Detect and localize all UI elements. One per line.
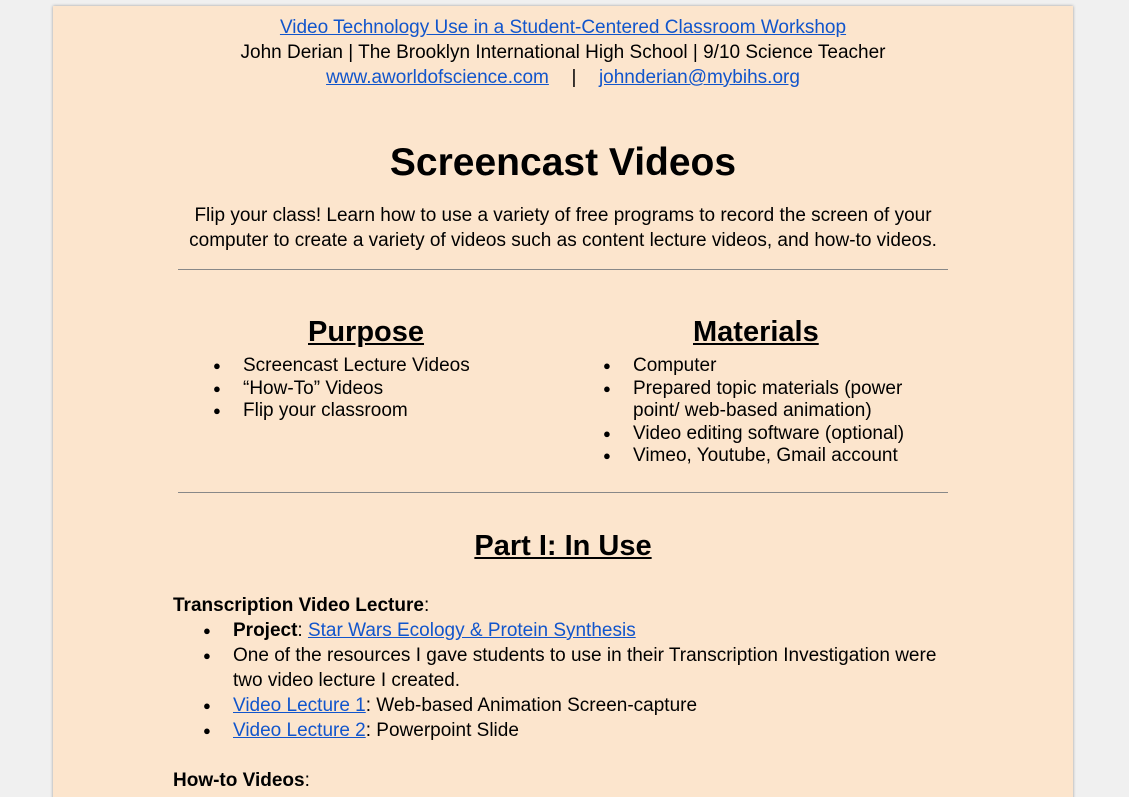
transcription-label: Transcription Video Lecture: [173, 595, 430, 616]
list-item-text: Flip your classroom [243, 400, 408, 421]
list-item [603, 445, 913, 468]
document-page [53, 6, 1073, 797]
materials-heading: Materials [693, 316, 819, 348]
bullet-icon: ● [603, 380, 611, 396]
workshop-title-link[interactable]: Video Technology Use in a Student-Centered Classroom Workshop [279, 17, 847, 38]
intro-paragraph: Flip your class! Learn how to use a variety of free programs to record the screen of your computer to create a variety of videos such as content lecture videos, and how-to videos. [189, 205, 937, 251]
list-item-text: Video editing software (optional) [633, 422, 905, 444]
workshop-title-line [53, 15, 1073, 40]
bullet-icon: ● [213, 380, 221, 396]
bullet-icon: ● [203, 648, 211, 663]
list-item-text: Vimeo, Youtube, Gmail account [633, 445, 898, 466]
video-lecture-1-link[interactable]: Video Lecture 1 [233, 695, 366, 716]
video-lecture-2-text: : Powerpoint Slide [365, 720, 519, 741]
list-item [603, 378, 913, 423]
contact-line [53, 65, 1073, 90]
transcription-list [203, 618, 963, 743]
project-label: Project [233, 620, 298, 641]
materials-list [603, 355, 913, 468]
bullet-icon: ● [203, 623, 211, 638]
list-item-text: Prepared topic materials (power point/ web-based animation) [633, 377, 903, 421]
bullet-icon: ● [203, 698, 211, 713]
project-link[interactable]: Star Wars Ecology & Protein Synthesis [307, 620, 636, 641]
author-line: John Derian | The Brooklyn International High School | 9/10 Science Teacher [240, 42, 886, 63]
list-item [203, 718, 963, 743]
list-item-text: “How-To” Videos [243, 377, 384, 399]
list-item-text: Screencast Lecture Videos [243, 355, 470, 376]
website-link[interactable]: www.aworldofscience.com [326, 67, 549, 88]
purpose-heading: Purpose [308, 316, 425, 348]
list-item-text: Computer [633, 355, 717, 376]
divider [178, 492, 948, 493]
list-item [213, 378, 543, 401]
divider [178, 269, 948, 270]
email-link[interactable]: johnderian@mybihs.org [598, 67, 800, 88]
video-lecture-1-text: : Web-based Animation Screen-capture [365, 695, 698, 716]
bullet-icon: ● [203, 723, 211, 738]
list-item [213, 355, 543, 378]
list-item: ● Project: Star Wars Ecology & Protein Synthesis [203, 620, 636, 641]
list-item [603, 355, 913, 378]
list-item [203, 693, 963, 718]
page-title: Screencast Videos [389, 141, 737, 184]
video-lecture-2-link[interactable]: Video Lecture 2 [233, 720, 366, 741]
list-item [603, 423, 913, 446]
resources-text: One of the resources I gave students to use in their Transcription Investigation were two video lecture I created. [233, 645, 937, 691]
bullet-icon: ● [603, 425, 611, 441]
purpose-list [213, 355, 543, 423]
list-item [203, 643, 963, 693]
list-item [213, 400, 543, 423]
part-one-heading: Part I: In Use [474, 530, 652, 562]
bullet-icon: ● [213, 358, 221, 373]
bullet-icon: ● [213, 403, 221, 418]
howto-label: How-to Videos: [173, 770, 310, 791]
bullet-icon: ● [603, 448, 611, 463]
bullet-icon: ● [603, 358, 611, 373]
contact-separator: | [571, 67, 577, 88]
